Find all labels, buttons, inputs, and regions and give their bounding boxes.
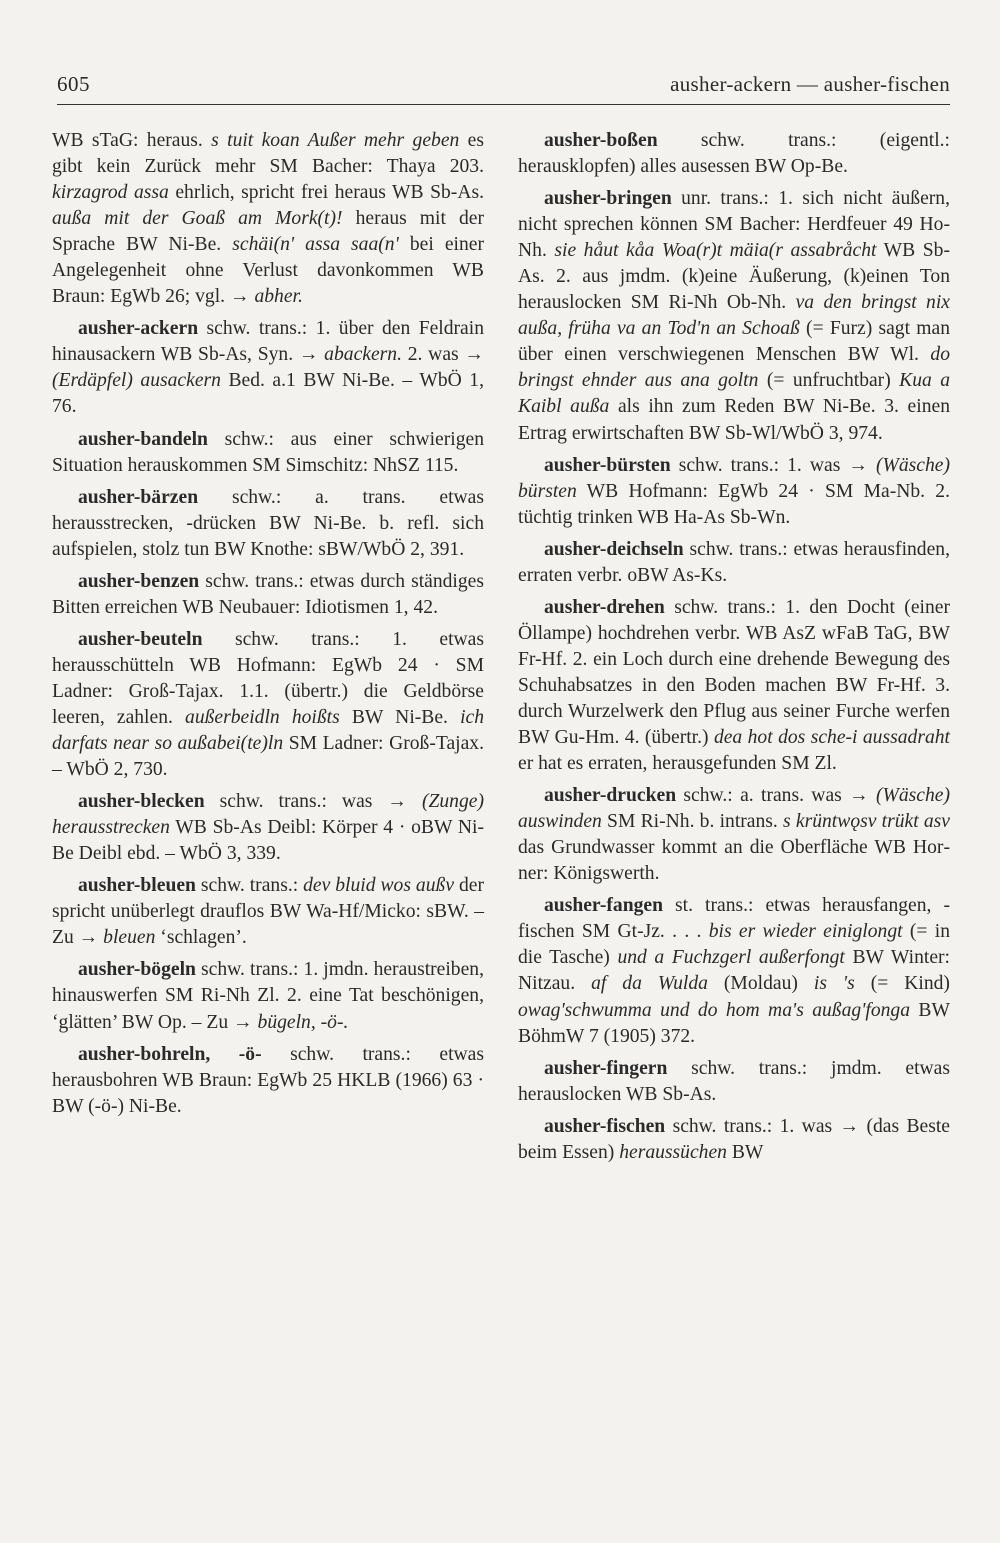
- dialect-example: bis er wieder einiglongt: [708, 921, 903, 943]
- entry-text: (Moldau): [707, 973, 814, 995]
- entry-text: (= in die Tasche): [518, 921, 951, 969]
- page-number: 605: [57, 72, 90, 96]
- entry-headword: ausher-fischen: [544, 1115, 666, 1137]
- dialect-example: dev bluid wos außv: [303, 875, 455, 897]
- dialect-example: owag'schwumma und do hom ma's außag'fonga: [518, 999, 911, 1021]
- dictionary-entry: [518, 1056, 950, 1108]
- dialect-example: s tuit koan Außer mehr geben: [211, 130, 460, 151]
- dialect-example: (Wäsche) auswinden: [518, 785, 950, 833]
- dictionary-entry: [52, 569, 484, 621]
- entry-headword: ausher-bleuen: [78, 875, 196, 897]
- dictionary-entry: [518, 893, 950, 1049]
- entry-text: schw. trans.: was →: [204, 791, 422, 813]
- dialect-example: außa mit der Goaß am Mork(t)!: [52, 208, 343, 230]
- entry-text: BW BöhmW 7 (1905) 372.: [518, 999, 950, 1047]
- running-title: ausher-ackern — ausher-fischen: [670, 72, 950, 96]
- entry-text: schw. trans.: etwas herausfinden, erraten verbr. oBW As-Ks.: [518, 538, 950, 586]
- dialect-example: do bringst ehnder aus ana goltn: [518, 344, 950, 392]
- entry-text: schw. trans.:: [195, 875, 304, 897]
- dictionary-entry: [518, 783, 950, 887]
- entry-text: unr. trans.: 1. sich nicht äußern, nicht sprechen können SM Bacher: Herdfeuer 49 Ho-Nh.: [518, 188, 950, 262]
- dialect-example: (Wäsche) bürsten: [518, 454, 950, 502]
- entry-text: (= Kind): [854, 973, 950, 995]
- entry-text: das Grundwasser kommt an die Oberfläche WB Horner: Königswerth.: [518, 837, 950, 885]
- dictionary-entry: [52, 485, 484, 563]
- dialect-example: abackern.: [324, 344, 402, 366]
- entry-text: schw. trans.: (eigentl.: herausklopfen) alles ausessen BW Op-Be.: [518, 130, 950, 178]
- dialect-example: bleuen: [103, 927, 156, 949]
- dialect-example: ich darfats near so außabei(te)ln: [52, 706, 485, 755]
- dialect-example: af da Wulda: [591, 973, 708, 995]
- entry-text: schw. trans.: etwas durch ständiges Bitten erreichen WB Neubauer: Idiotismen 1, 42.: [52, 570, 484, 618]
- entry-text: BW: [726, 1141, 764, 1163]
- dialect-example: Kua a Kaibl außa: [518, 370, 951, 418]
- dictionary-entry: [52, 873, 484, 951]
- entry-text: schw. trans.: 1. was →: [670, 454, 877, 476]
- entry-headword: ausher-benzen: [78, 570, 200, 592]
- entry-text: bei einer Angelegenheit ohne Verlust davonkommen WB Braun: EgWb 26; vgl. →: [52, 234, 484, 308]
- dictionary-entry: [518, 128, 950, 180]
- entry-text: BW Ni-Be.: [339, 706, 461, 728]
- entry-text: schw.: a. trans. was →: [676, 785, 877, 807]
- entry-text: BW Winter: Nitzau.: [518, 947, 950, 995]
- entry-text: (= Furz) sagt man über einen verschwiegenen Menschen BW Wl.: [518, 318, 950, 366]
- entry-headword: ausher-bohreln, -ö-: [78, 1043, 262, 1065]
- entry-headword: ausher-fingern: [544, 1057, 668, 1079]
- dictionary-entry: [518, 1114, 950, 1166]
- entry-text: ehrlich, spricht frei heraus WB Sb-As.: [168, 182, 484, 204]
- entry-headword: ausher-boßen: [544, 130, 658, 151]
- dictionary-entry: [518, 595, 950, 777]
- entry-text: 2. was →: [401, 344, 484, 366]
- dialect-example: heraussüchen: [619, 1141, 727, 1163]
- entry-text: SM Ladner: Groß-Tajax. – WbÖ 2, 730.: [52, 733, 484, 781]
- dialect-example: abher.: [254, 286, 303, 308]
- entry-headword: ausher-fangen: [544, 895, 664, 917]
- dictionary-entry: [518, 537, 950, 589]
- entry-text: heraus mit der Sprache BW Ni-Be.: [52, 208, 484, 256]
- entry-headword: ausher-blecken: [78, 791, 205, 813]
- entry-text: schw. trans.: 1. etwas herausschütteln WB Hofmann: EgWb 24 · SM Ladner: Groß-Tajax. 1.1. (übertr.) die Geldbörse leeren, zahlen.: [52, 628, 484, 728]
- page-header: [57, 70, 950, 105]
- dialect-example: kirzagrod assa: [52, 182, 169, 204]
- dictionary-entry: [518, 186, 950, 446]
- entry-text: WB Hofmann: EgWb 24 · SM Ma-Nb. 2. tüchtig trinken WB Ha-As Sb-Wn.: [518, 480, 950, 528]
- dictionary-entry: [52, 957, 484, 1035]
- dialect-example: (Zunge) herausstrecken: [52, 791, 484, 839]
- entry-headword: ausher-bögeln: [78, 959, 196, 981]
- dictionary-entry: [52, 1042, 484, 1120]
- dialect-example: (Erdäpfel) ausackern: [52, 370, 221, 392]
- dialect-example: va den bringst nix außa, früha va an Tod'n an Schoaß: [518, 292, 950, 340]
- entry-text: st. trans.: etwas herausfangen, -fischen SM Gt-Jz. . . .: [518, 895, 950, 943]
- dialect-example: und a Fuchzgerl außerfongt: [617, 947, 845, 969]
- entry-text: schw. trans.: 1. was → (das Beste beim Essen): [518, 1115, 950, 1163]
- entry-headword: ausher-bringen: [544, 188, 672, 210]
- entry-text: schw. trans.: 1. über den Feldrain hinausackern WB Sb-As, Syn. →: [52, 318, 484, 366]
- entry-text: SM Ri-Nh. b. intrans.: [601, 811, 784, 833]
- entry-headword: ausher-bürsten: [544, 454, 671, 476]
- dictionary-entry: [52, 427, 484, 479]
- dialect-example: außerbeidln hoißts: [185, 706, 340, 728]
- entry-headword: ausher-ackern: [78, 318, 199, 340]
- dialect-example: is 's: [813, 973, 855, 995]
- dialect-example: schäi(n' assa saa(n': [232, 234, 399, 256]
- entry-text: ‘schlagen’.: [155, 927, 247, 949]
- dictionary-entry: [52, 627, 484, 783]
- entry-text: WB Sb-As Deibl: Körper 4 · oBW Ni-Be Deibl ebd. – WbÖ 3, 339.: [52, 817, 484, 865]
- right-column: [518, 128, 950, 1172]
- entry-text: er hat es erraten, herausgefunden SM Zl.: [518, 753, 837, 775]
- entry-text: schw.: aus einer schwierigen Situation herauskommen SM Simschitz: NhSZ 115.: [52, 428, 484, 476]
- dictionary-entry: [52, 789, 484, 867]
- entry-text: schw.: a. trans. etwas herausstrecken, -drücken BW Ni-Be. b. refl. sich aufspielen, stolz tun BW Knothe: sBW/WbÖ 2, 391.: [52, 486, 484, 560]
- entry-headword: ausher-bandeln: [78, 428, 208, 450]
- dictionary-entry: [52, 128, 484, 310]
- entry-text: schw. trans.: 1. jmdn. heraustreiben, hinauswerfen SM Ri-Nh Zl. 2. eine Tat beschönigen, ‘glätten’ BW Op. – Zu →: [52, 959, 484, 1033]
- entry-text: Bed. a.1 BW Ni-Be. – WbÖ 1, 76.: [52, 370, 484, 418]
- entry-text: schw. trans.: jmdm. etwas herauslocken WB Sb-As.: [518, 1057, 950, 1105]
- entry-text: (= unfruchtbar): [758, 370, 900, 392]
- entry-headword: ausher-bärzen: [78, 486, 199, 508]
- entry-headword: ausher-beuteln: [78, 628, 203, 650]
- entry-text: es gibt kein Zurück mehr SM Bacher: Thaya 203.: [52, 130, 484, 178]
- dictionary-entry: [518, 453, 950, 531]
- entry-text: WB sTaG: heraus.: [52, 130, 212, 151]
- entry-text: schw. trans.: 1. den Docht (einer Öllampe) hochdrehen verbr. WB AsZ wFaB TaG, BW Fr-Hf. 2. ein Loch durch eine drehende Bewegung des Schuhabsatzes in den Boden machen BW Fr-Hf. 3. durch Wurzelwerk den Pflug aus seiner Furche werfen BW Gu-Hm. 4. (übertr.): [518, 596, 950, 749]
- left-column: [52, 128, 484, 1126]
- dialect-example: sie håut kåa Woa(r)t mäia(r assabråcht: [554, 240, 877, 262]
- dialect-example: dea hot dos sche-i aussadraht: [713, 727, 950, 749]
- entry-text: der spricht unüberlegt drauflos BW Wa-Hf/Micko: sBW. – Zu →: [52, 875, 484, 949]
- dialect-example: bügeln, -ö-.: [257, 1011, 349, 1033]
- dialect-example: s krüntwǫsv trükt asv: [783, 811, 950, 833]
- entry-text: als ihn zum Reden BW Ni-Be. 3. einen Ertrag erwirtschaften BW Sb-Wl/WbÖ 3, 974.: [518, 396, 950, 444]
- entry-headword: ausher-drucken: [544, 785, 677, 807]
- entry-headword: ausher-deichseln: [544, 538, 684, 560]
- dictionary-entry: [52, 316, 484, 420]
- entry-headword: ausher-drehen: [544, 596, 665, 618]
- entry-text: schw. trans.: etwas herausbohren WB Braun: EgWb 25 HKLB (1966) 63 · BW (-ö-) Ni-Be.: [52, 1043, 484, 1117]
- entry-text: WB Sb-As. 2. aus jmdm. (k)eine Äußerung, (k)einen Ton herauslocken SM Ri-Nh Ob-Nh.: [518, 240, 950, 314]
